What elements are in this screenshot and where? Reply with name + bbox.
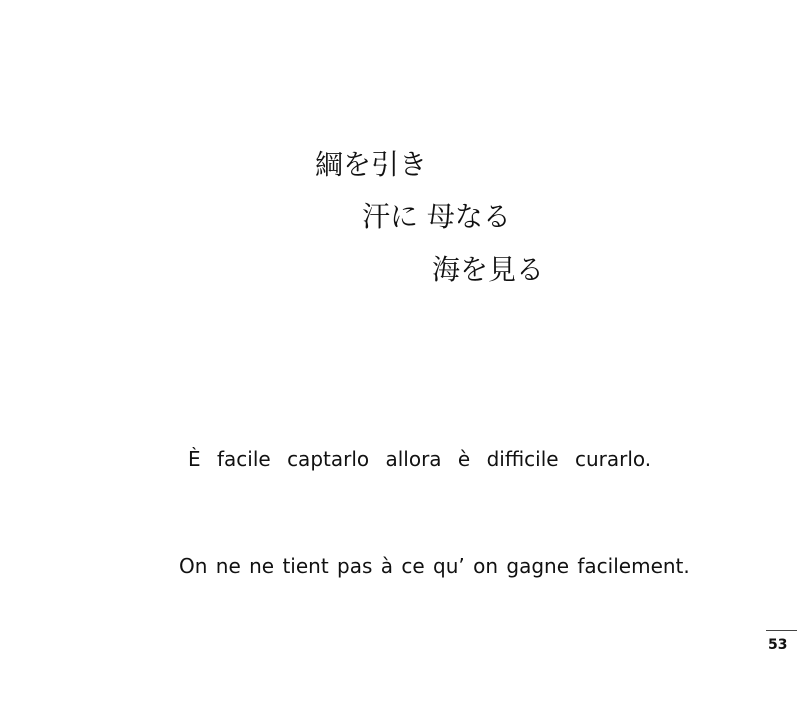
- page-number: 53: [768, 637, 788, 653]
- page-number-rule: [766, 630, 797, 631]
- haiku-line-2: 汗に 母なる: [362, 200, 511, 233]
- french-translation: On ne ne tient pas à ce qu’ on gagne facilement.: [179, 554, 690, 578]
- italian-translation: È facile captarlo allora è difficile curarlo.: [188, 447, 652, 471]
- haiku-line-3: 海を見る: [432, 253, 545, 286]
- haiku-line-1: 綱を引き: [315, 148, 428, 181]
